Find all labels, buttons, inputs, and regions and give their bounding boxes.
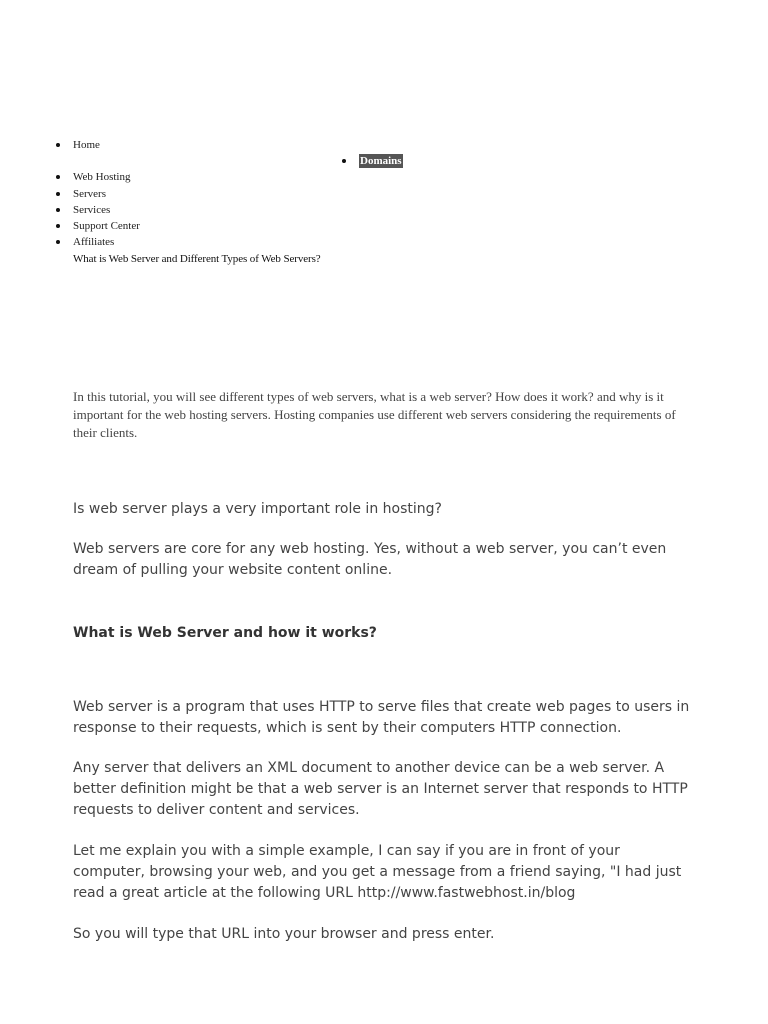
article-paragraph: Any server that delivers an XML document to another device can be a web server. A better definition might be that a web server is an Internet server that responds to HTTP requests to deliver content and services.	[73, 760, 688, 818]
nav-item-domains[interactable]: Domains	[360, 155, 402, 167]
article-paragraph: Web server is a program that uses HTTP to serve files that create web pages to users in response to their requests, which is sent by their computers HTTP connection.	[73, 699, 690, 736]
article-paragraph: So you will type that URL into your browser and press enter.	[73, 926, 495, 942]
article-paragraph: Let me explain you with a simple example, I can say if you are in front of your computer, browsing your web, and you get a message from a friend saying, "I had just read a great article at the following URL http://www.fastwebhost.in/blog	[73, 843, 682, 901]
article-question: Is web server plays a very important role in hosting?	[73, 501, 442, 517]
nav-item-servers[interactable]: Servers	[73, 188, 106, 200]
bullet-icon	[56, 224, 60, 228]
nav-item-home[interactable]: Home	[73, 139, 100, 151]
bullet-icon	[56, 240, 60, 244]
bullet-icon	[56, 175, 60, 179]
nav-item-web-hosting[interactable]: Web Hosting	[73, 171, 131, 183]
article-intro: In this tutorial, you will see different types of web servers, what is a web server? How does it work? and why is it important for the web hosting servers. Hosting companies use different web servers considering the requirements of their clients.	[73, 389, 676, 440]
breadcrumb-current: What is Web Server and Different Types of Web Servers?	[73, 253, 321, 265]
article-paragraph: Web servers are core for any web hosting. Yes, without a web server, you can’t even dream of pulling your website content online.	[73, 541, 667, 578]
section-heading: What is Web Server and how it works?	[73, 625, 377, 641]
main-nav	[0, 0, 768, 280]
bullet-icon	[56, 143, 60, 147]
bullet-icon	[342, 159, 346, 163]
bullet-icon	[56, 192, 60, 196]
nav-item-services[interactable]: Services	[73, 204, 111, 216]
nav-item-support-center[interactable]: Support Center	[73, 220, 140, 232]
nav-item-affiliates[interactable]: Affiliates	[73, 236, 115, 248]
bullet-icon	[56, 208, 60, 212]
